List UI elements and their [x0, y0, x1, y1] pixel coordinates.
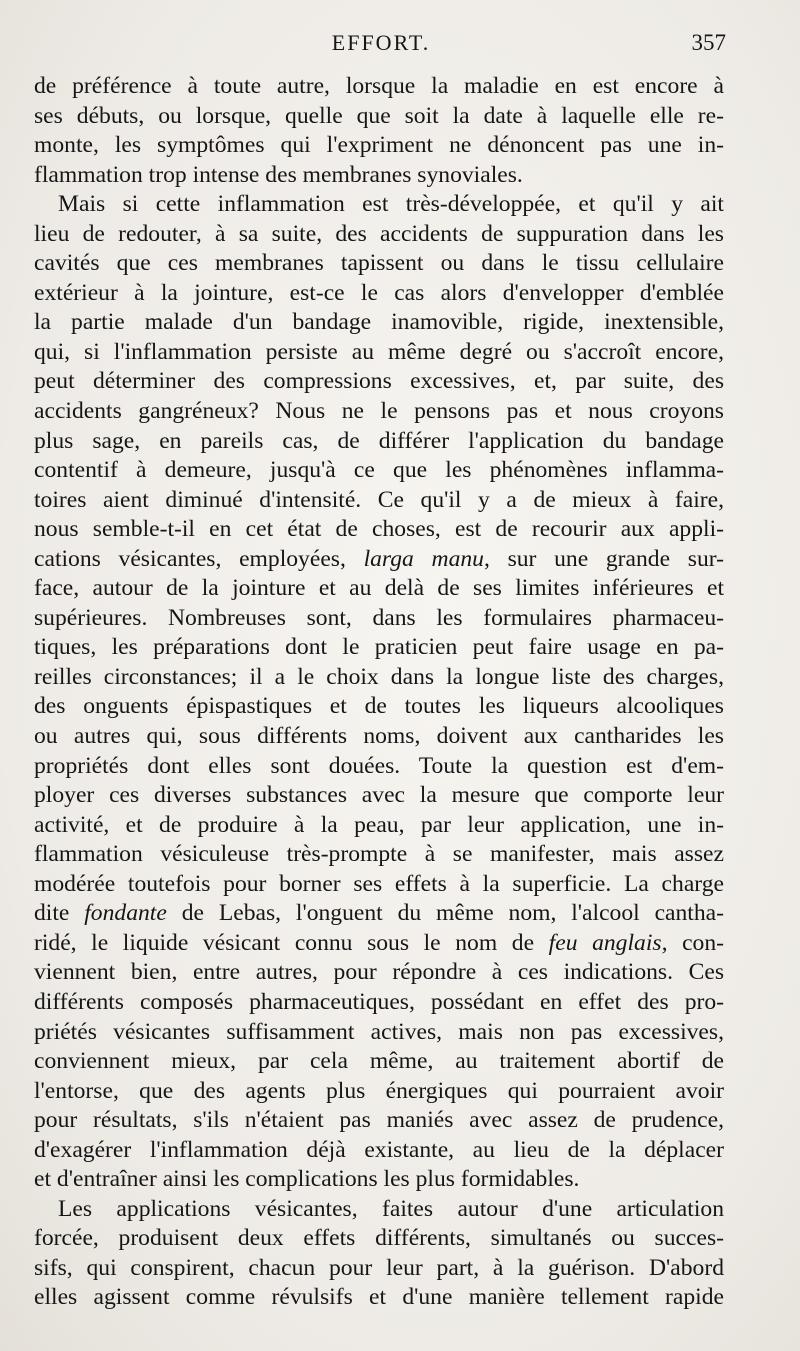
text-line: ses débuts, ou lorsque, quelle que soit la date à laquelle elle re-	[34, 102, 724, 129]
text-segment: , sur une grande sur-	[483, 545, 724, 572]
running-head	[36, 30, 726, 62]
text-line: Mais si cette inflammation est très-développée, et qu'il y ait	[58, 191, 724, 218]
text-line: plus sage, en pareils cas, de différer l'application du bandage	[34, 427, 724, 454]
text-line: accidents gangréneux? Nous ne le pensons pas et nous croyons	[34, 398, 724, 425]
text-line: d'exagérer l'inflammation déjà existante, au lieu de la déplacer	[34, 1136, 724, 1163]
text-line: des onguents épispastiques et de toutes les liqueurs alcooliques	[34, 693, 724, 720]
text-line: extérieur à la jointure, est-ce le cas alors d'envelopper d'emblée	[34, 279, 724, 306]
text-line: contentif à demeure, jusqu'à ce que les phénomènes inflamma-	[34, 457, 724, 484]
text-line: modérée toutefois pour borner ses effets à la superficie. La charge	[34, 870, 724, 897]
text-line	[34, 545, 724, 575]
italic-phrase: feu anglais,	[548, 929, 668, 956]
text-line: ployer ces diverses substances avec la mesure que comporte leur	[34, 782, 724, 809]
text-line: ou autres qui, sous différents noms, doivent aux cantharides les	[34, 723, 724, 750]
text-line: de préférence à toute autre, lorsque la maladie en est encore à	[34, 73, 724, 99]
text-line: pour résultats, s'ils n'étaient pas maniés avec assez de prudence,	[34, 1107, 724, 1134]
text-line	[34, 929, 724, 959]
text-line: et d'entraîner ainsi les complications les plus formidables.	[34, 1166, 580, 1193]
text-segment: ridé, le liquide vésicant connu sous le nom de	[34, 929, 549, 956]
text-line: reilles circonstances; il a le choix dans la longue liste des charges,	[34, 663, 724, 690]
running-title: EFFORT.	[331, 30, 431, 55]
text-line: Les applications vésicantes, faites autour d'une articulation	[58, 1195, 724, 1222]
text-segment: dite	[34, 900, 85, 927]
text-line: activité, et de produire à la peau, par leur application, une in-	[34, 811, 724, 838]
text-line: cavités que ces membranes tapissent ou dans le tissu cellulaire	[34, 250, 724, 277]
text-line: toires aient diminué d'intensité. Ce qu'il y a de mieux à faire,	[34, 486, 724, 513]
text-line: la partie malade d'un bandage inamovible, rigide, inextensible,	[34, 309, 724, 336]
body-text	[34, 72, 724, 1313]
text-line: elles agissent comme révulsifs et d'une manière tellement rapide	[34, 1284, 724, 1311]
text-line: tiques, les préparations dont le praticien peut faire usage en pa-	[34, 634, 724, 661]
text-line: supérieures. Nombreuses sont, dans les formulaires pharmaceu-	[34, 604, 724, 631]
text-line: flammation trop intense des membranes synoviales.	[34, 161, 523, 188]
text-line: l'entorse, que des agents plus énergiques qui pourraient avoir	[34, 1077, 724, 1104]
text-line: monte, les symptômes qui l'expriment ne dénoncent pas une in-	[34, 132, 724, 159]
italic-phrase: larga manu	[363, 545, 484, 572]
text-segment: cations vésicantes, employées,	[34, 545, 364, 572]
text-line: peut déterminer des compressions excessives, et, par suite, des	[34, 368, 724, 395]
text-line: nous semble-t-il en cet état de choses, est de recourir aux appli-	[34, 516, 724, 543]
text-line: qui, si l'inflammation persiste au même degré ou s'accroît encore,	[34, 338, 724, 365]
text-line: face, autour de la jointure et au delà de ses limites inférieures et	[34, 575, 724, 602]
text-line: flammation vésiculeuse très-prompte à se manifester, mais assez	[34, 841, 724, 868]
text-line: différents composés pharmaceutiques, possédant en effet des pro-	[34, 988, 724, 1015]
text-line: conviennent mieux, par cela même, au traitement abortif de	[34, 1048, 724, 1075]
text-line: priétés vésicantes suffisamment actives, mais non pas excessives,	[34, 1018, 724, 1045]
text-line	[34, 899, 724, 929]
text-line: propriétés dont elles sont douées. Toute la question est d'em-	[34, 752, 724, 779]
page-number: 357	[691, 30, 726, 55]
text-segment: de Lebas, l'onguent du même nom, l'alcool cantha-	[166, 900, 724, 927]
text-line: forcée, produisent deux effets différents, simultanés ou succes-	[34, 1225, 724, 1252]
italic-phrase: fondante	[84, 900, 167, 927]
text-line: sifs, qui conspirent, chacun pour leur part, à la guérison. D'abord	[34, 1254, 724, 1281]
text-line: lieu de redouter, à sa suite, des accidents de suppuration dans les	[34, 220, 724, 247]
text-segment: con-	[667, 929, 724, 956]
text-line: viennent bien, entre autres, pour répondre à ces indications. Ces	[34, 959, 724, 986]
